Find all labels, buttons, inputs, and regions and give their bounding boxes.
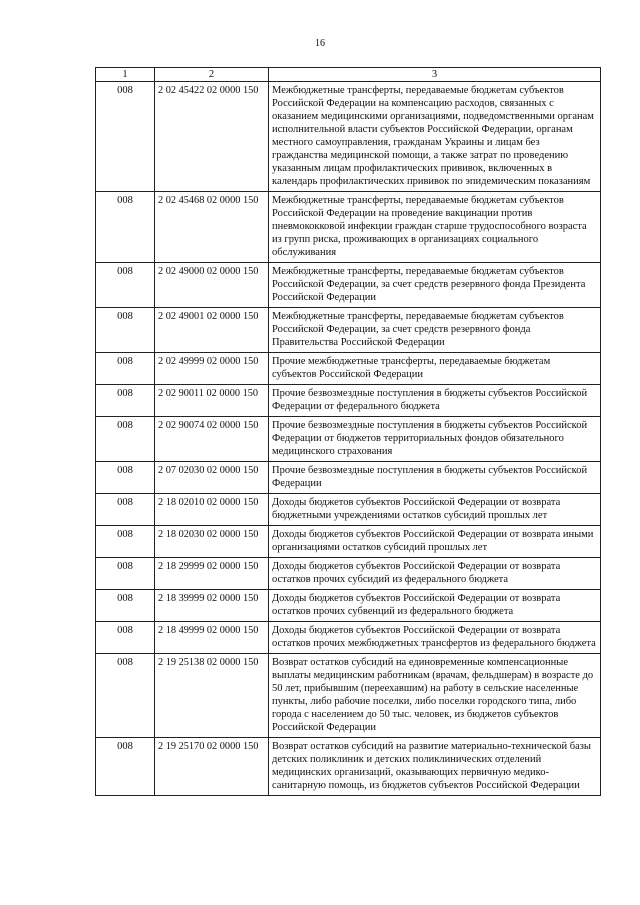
- budget-code-cell: 2 02 90074 02 0000 150: [155, 417, 269, 462]
- description-cell: Возврат остатков субсидий на единовременные компенсационные выплаты медицинским работникам (врачам, фельдшерам) в возрасте до 50 лет, прибывшим (переехавшим) на работу в сельские населенные пункты, либо рабочие поселки, либо поселки городского типа, либо города с населением до 50 тыс. человек, из бюджетов субъектов Российской Федерации: [269, 654, 601, 738]
- table-row: [96, 353, 601, 385]
- admin-code-cell: 008: [96, 738, 155, 796]
- table-row: [96, 590, 601, 622]
- budget-code-cell: 2 07 02030 02 0000 150: [155, 462, 269, 494]
- budget-code-cell: 2 18 02030 02 0000 150: [155, 526, 269, 558]
- table-row: [96, 263, 601, 308]
- budget-code-cell: 2 02 90011 02 0000 150: [155, 385, 269, 417]
- description-cell: Доходы бюджетов субъектов Российской Федерации от возврата остатков прочих субвенций из федерального бюджета: [269, 590, 601, 622]
- budget-code-cell: 2 18 49999 02 0000 150: [155, 622, 269, 654]
- admin-code-cell: 008: [96, 263, 155, 308]
- budget-code-cell: 2 02 45422 02 0000 150: [155, 82, 269, 192]
- table-row: [96, 558, 601, 590]
- budget-code-cell: 2 19 25138 02 0000 150: [155, 654, 269, 738]
- admin-code-cell: 008: [96, 654, 155, 738]
- description-cell: Доходы бюджетов субъектов Российской Федерации от возврата остатков прочих субсидий из федерального бюджета: [269, 558, 601, 590]
- description-cell: Прочие межбюджетные трансферты, передаваемые бюджетам субъектов Российской Федерации: [269, 353, 601, 385]
- admin-code-cell: 008: [96, 590, 155, 622]
- description-cell: Прочие безвозмездные поступления в бюджеты субъектов Российской Федерации от бюджетов территориальных фондов обязательного медицинского страхования: [269, 417, 601, 462]
- budget-code-cell: 2 02 49999 02 0000 150: [155, 353, 269, 385]
- column-header-2: 2: [155, 68, 269, 82]
- admin-code-cell: 008: [96, 385, 155, 417]
- table-row: [96, 494, 601, 526]
- budget-code-cell: 2 02 45468 02 0000 150: [155, 192, 269, 263]
- table-row: [96, 417, 601, 462]
- budget-code-cell: 2 18 39999 02 0000 150: [155, 590, 269, 622]
- admin-code-cell: 008: [96, 82, 155, 192]
- budget-code-cell: 2 18 29999 02 0000 150: [155, 558, 269, 590]
- description-cell: Межбюджетные трансферты, передаваемые бюджетам субъектов Российской Федерации, за счет средств резервного фонда Правительства Российской Федерации: [269, 308, 601, 353]
- table-row: [96, 526, 601, 558]
- table-row: [96, 308, 601, 353]
- admin-code-cell: 008: [96, 353, 155, 385]
- admin-code-cell: 008: [96, 462, 155, 494]
- page-number: 16: [315, 38, 325, 49]
- budget-code-cell: 2 19 25170 02 0000 150: [155, 738, 269, 796]
- column-header-1: 1: [96, 68, 155, 82]
- table-row: [96, 385, 601, 417]
- budget-code-cell: 2 18 02010 02 0000 150: [155, 494, 269, 526]
- admin-code-cell: 008: [96, 417, 155, 462]
- table-row: [96, 462, 601, 494]
- description-cell: Прочие безвозмездные поступления в бюджеты субъектов Российской Федерации от федерального бюджета: [269, 385, 601, 417]
- admin-code-cell: 008: [96, 192, 155, 263]
- admin-code-cell: 008: [96, 558, 155, 590]
- description-cell: Доходы бюджетов субъектов Российской Федерации от возврата остатков прочих межбюджетных трансфертов из федерального бюджета: [269, 622, 601, 654]
- table-body: [96, 82, 601, 796]
- description-cell: Межбюджетные трансферты, передаваемые бюджетам субъектов Российской Федерации, за счет средств резервного фонда Президента Российской Федерации: [269, 263, 601, 308]
- table-row: [96, 654, 601, 738]
- table-row: [96, 82, 601, 192]
- description-cell: Межбюджетные трансферты, передаваемые бюджетам субъектов Российской Федерации на компенсацию расходов, связанных с оказанием медицинскими организациями, подведомственными органам исполнительной власти субъектов Российской Федерации, органам местного самоуправления, гражданам Украины и лицам без гражданства медицинской помощи, а также затрат по проведению указанным лицам профилактических прививок, включенных в календарь профилактических прививок по эпидемическим показаниям: [269, 82, 601, 192]
- description-cell: Межбюджетные трансферты, передаваемые бюджетам субъектов Российской Федерации на проведение вакцинации против пневмококковой инфекции граждан старше трудоспособного возраста из групп риска, проживающих в организациях социального обслуживания: [269, 192, 601, 263]
- column-header-3: 3: [269, 68, 601, 82]
- description-cell: Доходы бюджетов субъектов Российской Федерации от возврата иными организациями остатков субсидий прошлых лет: [269, 526, 601, 558]
- description-cell: Возврат остатков субсидий на развитие материально-технической базы детских поликлиник и детских поликлинических отделений медицинских организаций, оказывающих первичную медико-санитарную помощь, из бюджетов субъектов Российской Федерации: [269, 738, 601, 796]
- admin-code-cell: 008: [96, 308, 155, 353]
- table-header-row: [96, 68, 601, 82]
- table-row: [96, 622, 601, 654]
- admin-code-cell: 008: [96, 494, 155, 526]
- admin-code-cell: 008: [96, 622, 155, 654]
- description-cell: Прочие безвозмездные поступления в бюджеты субъектов Российской Федерации: [269, 462, 601, 494]
- admin-code-cell: 008: [96, 526, 155, 558]
- description-cell: Доходы бюджетов субъектов Российской Федерации от возврата бюджетными учреждениями остатков субсидий прошлых лет: [269, 494, 601, 526]
- budget-codes-table: [95, 67, 601, 796]
- table-row: [96, 192, 601, 263]
- budget-code-cell: 2 02 49000 02 0000 150: [155, 263, 269, 308]
- budget-code-cell: 2 02 49001 02 0000 150: [155, 308, 269, 353]
- table-row: [96, 738, 601, 796]
